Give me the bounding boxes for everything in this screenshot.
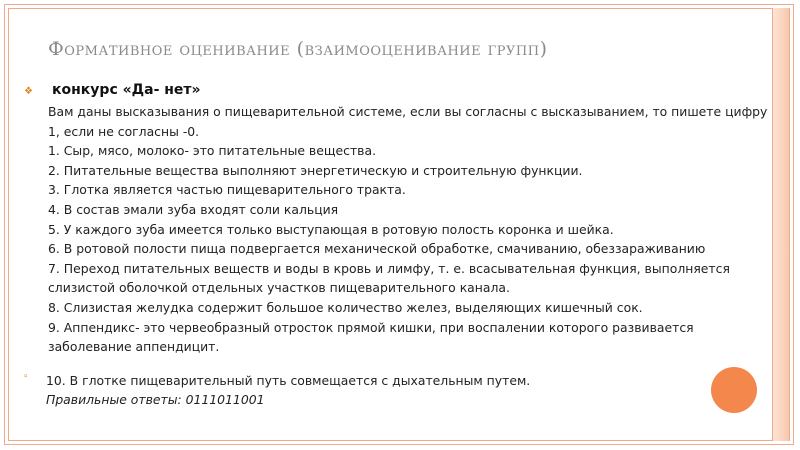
contest-heading: конкурс «Да- нет» xyxy=(52,82,201,98)
bullet-icon: ▫ xyxy=(24,371,28,382)
statement-5: 5. У каждого зуба имеется только выступающая в ротовую полость коронка и шейка. xyxy=(48,221,614,237)
intro-text: Вам даны высказывания о пищеварительной системе, если вы согласны с высказыванием, то пишете цифру 1, если не согласны -0. xyxy=(48,104,768,139)
statement-2: 2. Питательные вещества выполняют энергетическую и строительную функции. xyxy=(48,162,583,178)
statement-3: 3. Глотка является частью пищеварительного тракта. xyxy=(48,182,406,198)
statement-10-block xyxy=(46,371,726,409)
statement-7: 7. Переход питательных веществ и воды в кровь и лимфу, т. е. всасывательная функция, выполняется слизистой оболочкой отдельных участков пищеварительного канала. xyxy=(48,260,730,296)
decorative-side-stripe xyxy=(772,8,789,441)
bullet-icon: ❖ xyxy=(24,86,33,97)
statement-8: 8. Слизистая желудка содержит большое количество желез, выделяющих кишечный сок. xyxy=(48,299,643,315)
decorative-orange-circle xyxy=(711,367,757,413)
statement-9: 9. Аппендикс- это червеобразный отросток прямой кишки, при воспалении которого развивается заболевание аппендицит. xyxy=(48,319,694,355)
slide-title: Формативное оценивание (взаимооценивание групп) xyxy=(48,38,548,60)
correct-answers: Правильные ответы: 0111011001 xyxy=(46,392,265,407)
statement-10: 10. В глотке пищеварительный путь совмещается с дыхательным путем. xyxy=(46,373,531,388)
statement-6: 6. В ротовой полости пища подвергается механической обработке, смачиванию, обеззараживанию xyxy=(48,241,706,257)
statements-block xyxy=(48,102,772,357)
statement-1: 1. Сыр, мясо, молоко- это питательные вещества. xyxy=(48,143,377,159)
statement-4: 4. В состав эмали зуба входят соли кальция xyxy=(48,201,339,217)
